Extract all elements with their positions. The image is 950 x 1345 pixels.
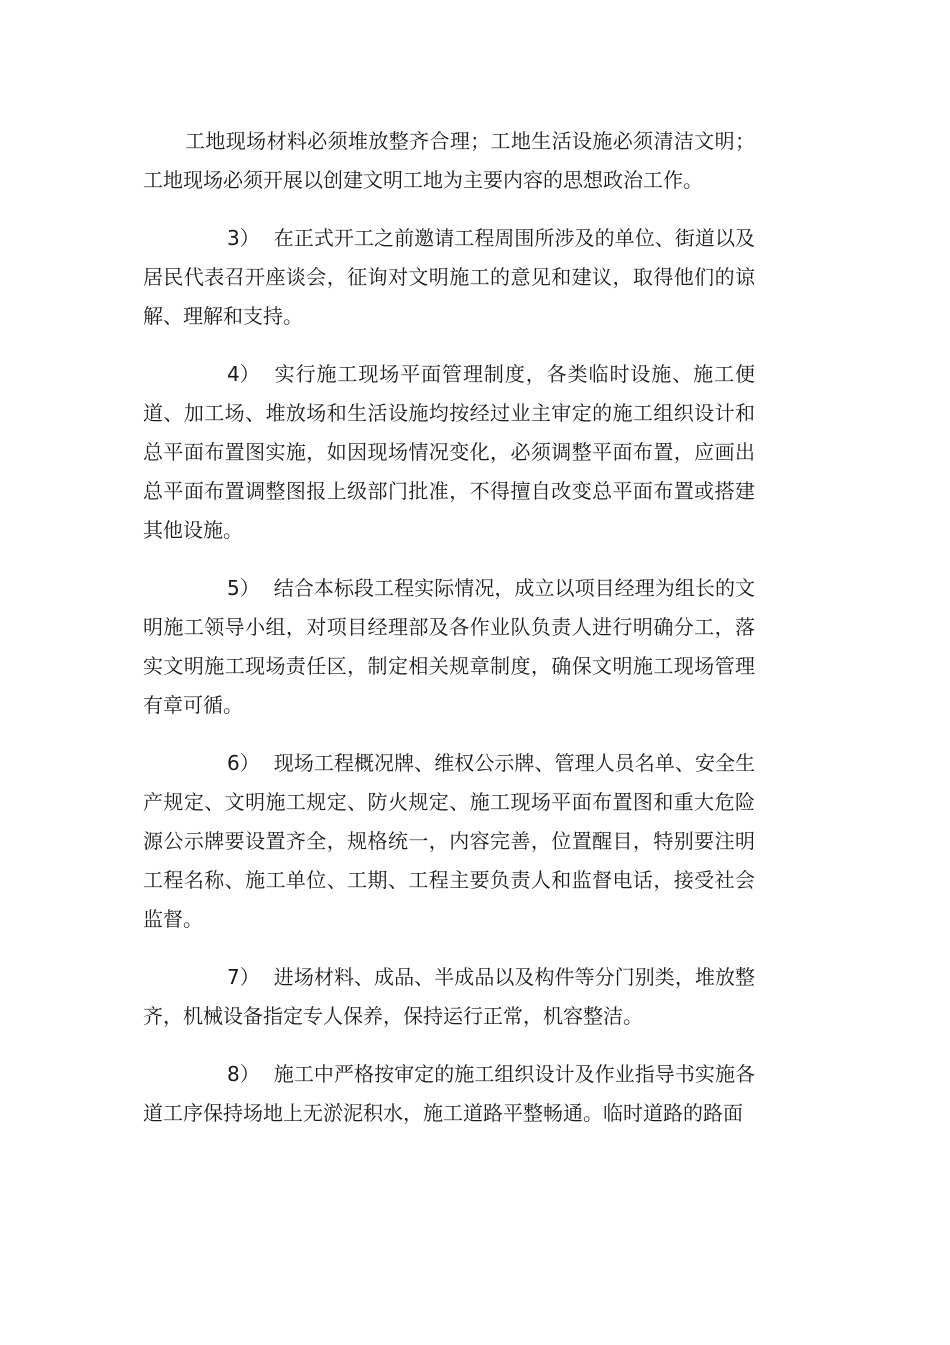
paragraph-5 bbox=[143, 569, 755, 725]
paragraph-7 bbox=[143, 958, 755, 1036]
paragraph-4-number: 4） bbox=[227, 362, 260, 386]
paragraph-4 bbox=[143, 355, 755, 550]
paragraph-1 bbox=[143, 122, 755, 200]
paragraph-5-text: 结合本标段工程实际情况，成立以项目经理为组长的文明施工领导小组，对项目经理部及各作业队负责人进行明确分工，落实文明施工现场责任区，制定相关规章制度，确保文明施工现场管理有章可循。 bbox=[143, 576, 755, 717]
paragraph-6-text: 现场工程概况牌、维权公示牌、管理人员名单、安全生产规定、文明施工规定、防火规定、施工现场平面布置图和重大危险源公示牌要设置齐全，规格统一，内容完善，位置醒目，特别要注明工程名称、施工单位、工期、工程主要负责人和监督电话，接受社会监督。 bbox=[143, 751, 755, 931]
document-body bbox=[143, 122, 755, 1152]
paragraph-7-text: 进场材料、成品、半成品以及构件等分门别类，堆放整齐，机械设备指定专人保养，保持运行正常，机容整洁。 bbox=[143, 965, 755, 1028]
paragraph-3-text: 在正式开工之前邀请工程周围所涉及的单位、街道以及居民代表召开座谈会，征询对文明施工的意见和建议，取得他们的谅解、理解和支持。 bbox=[143, 226, 755, 328]
paragraph-1-text: 工地现场材料必须堆放整齐合理；工地生活设施必须清洁文明；工地现场必须开展以创建文明工地为主要内容的思想政治工作。 bbox=[143, 129, 755, 192]
paragraph-4-text: 实行施工现场平面管理制度，各类临时设施、施工便道、加工场、堆放场和生活设施均按经过业主审定的施工组织设计和总平面布置图实施，如因现场情况变化，必须调整平面布置，应画出总平面布置调整图报上级部门批准，不得擅自改变总平面布置或搭建其他设施。 bbox=[143, 362, 755, 542]
paragraph-6-number: 6） bbox=[227, 751, 260, 775]
paragraph-8-text: 施工中严格按审定的施工组织设计及作业指导书实施各道工序保持场地上无淤泥积水，施工道路平整畅通。临时道路的路面 bbox=[143, 1062, 755, 1125]
paragraph-8 bbox=[143, 1055, 755, 1133]
paragraph-8-number: 8） bbox=[227, 1062, 260, 1086]
paragraph-5-number: 5） bbox=[227, 576, 260, 600]
paragraph-3 bbox=[143, 219, 755, 336]
paragraph-7-number: 7） bbox=[227, 965, 260, 989]
paragraph-6 bbox=[143, 744, 755, 939]
paragraph-3-number: 3） bbox=[227, 226, 260, 250]
